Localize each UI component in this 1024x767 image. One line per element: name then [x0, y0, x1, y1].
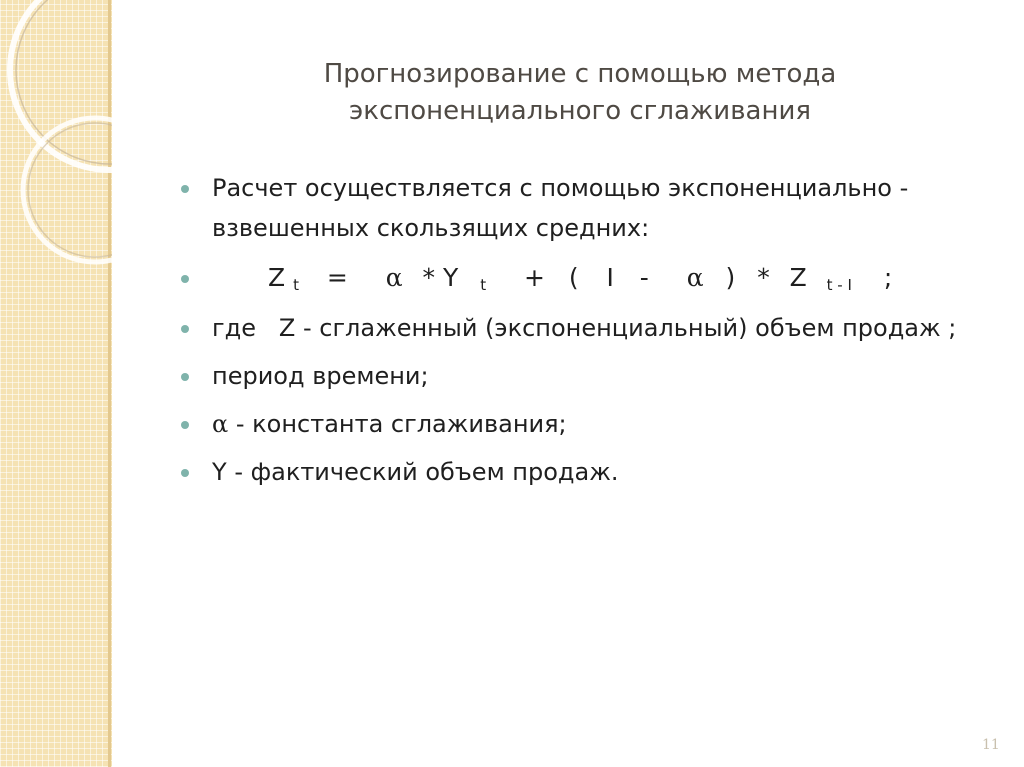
bullet-dot-icon	[181, 325, 189, 333]
title-line-2: экспоненциального сглаживания	[349, 96, 811, 126]
bullet-item-period	[180, 356, 1000, 396]
bullet-dot-icon	[181, 373, 189, 381]
smoothing-formula	[268, 258, 892, 305]
bullet-text: - константа сглаживания;	[235, 410, 567, 438]
decorative-side-panel	[0, 0, 112, 767]
bullet-item-formula	[180, 258, 1000, 302]
bullet-symbol-y: Y	[212, 458, 227, 486]
formula-multiply: *	[422, 263, 436, 292]
page-number: 11	[982, 737, 1000, 753]
bullet-item-y-definition	[180, 452, 1000, 492]
bullet-symbol-z: Z	[278, 314, 296, 342]
ring-large	[10, 0, 112, 170]
formula-z-subscript: t	[293, 276, 299, 294]
formula-paren-close: )	[725, 263, 736, 292]
formula-minus: -	[639, 263, 649, 292]
formula-y: Y	[443, 263, 459, 292]
bullet-prefix: где	[212, 314, 256, 342]
bullet-symbol-alpha: α	[212, 410, 229, 438]
bullet-dot-icon	[181, 185, 189, 193]
bullet-text: - сглаженный (экспоненциальный) объем продаж ;	[302, 314, 957, 342]
bullet-item-z-definition	[180, 308, 1000, 348]
title-line-1: Прогнозирование с помощью метода	[323, 59, 837, 89]
bullet-text: Расчет осуществляется с помощью экспоненциально - взвешенных скользящих средних:	[212, 174, 909, 242]
bullet-dot-icon	[181, 469, 189, 477]
formula-z2-subscript: t - I	[826, 276, 852, 294]
formula-y-subscript: t	[480, 276, 487, 294]
formula-z: Z	[268, 263, 286, 292]
bullet-item-calculation	[180, 168, 1000, 248]
formula-semicolon: ;	[883, 263, 893, 292]
bullet-list	[180, 168, 1000, 492]
bullet-text: - фактический объем продаж.	[234, 458, 619, 486]
bullet-dot-icon	[181, 275, 189, 283]
slide-title	[200, 56, 960, 130]
formula-multiply-2: *	[757, 263, 770, 292]
formula-equals: =	[326, 263, 348, 292]
ring-large-shadow	[16, 0, 112, 164]
decorative-rings	[0, 0, 112, 330]
bullet-item-alpha-definition	[180, 404, 1000, 444]
bullet-text: период времени;	[212, 362, 429, 390]
formula-one: I	[606, 263, 614, 292]
formula-paren-open: (	[568, 263, 579, 292]
formula-alpha: α	[385, 263, 403, 292]
formula-z-2: Z	[789, 263, 807, 292]
bullet-dot-icon	[181, 421, 189, 429]
formula-plus: +	[523, 263, 545, 292]
formula-alpha-2: α	[686, 263, 704, 292]
